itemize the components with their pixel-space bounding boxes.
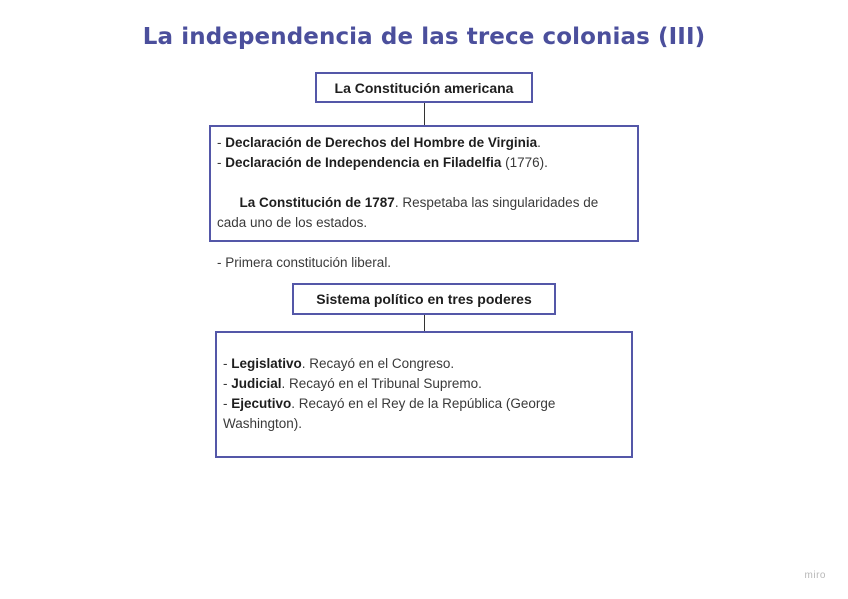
- list-item: - Declaración de Derechos del Hombre de Virginia.: [217, 135, 541, 150]
- list-item: - Judicial. Recayó en el Tribunal Supremo.: [223, 376, 482, 391]
- list-item: - Primera constitución liberal.: [217, 255, 392, 270]
- constitucion-details-node[interactable]: [209, 125, 639, 270]
- connector-sistema: [424, 315, 425, 331]
- page-title: La independencia de las trece colonias (III): [142, 24, 706, 50]
- list-item: - Declaración de Independencia en Filadelfia (1776).: [217, 155, 548, 170]
- constitucion-heading: La Constitución americana: [334, 79, 514, 96]
- constitucion-heading-node[interactable]: [315, 72, 533, 103]
- sistema-heading: Sistema político en tres poderes: [316, 291, 532, 307]
- list-item: - Ejecutivo. Recayó en el Rey de la República (George Washington).: [223, 396, 556, 431]
- connector-constitucion: [424, 103, 425, 125]
- list-item: La Constitución de 1787. Respetaba las singularidades de cada uno de los estados.: [217, 195, 602, 230]
- sistema-details-node[interactable]: [215, 331, 633, 458]
- sistema-heading-node[interactable]: [292, 283, 556, 315]
- list-item: - Legislativo. Recayó en el Congreso.: [223, 356, 455, 371]
- miro-watermark: miro: [804, 570, 826, 581]
